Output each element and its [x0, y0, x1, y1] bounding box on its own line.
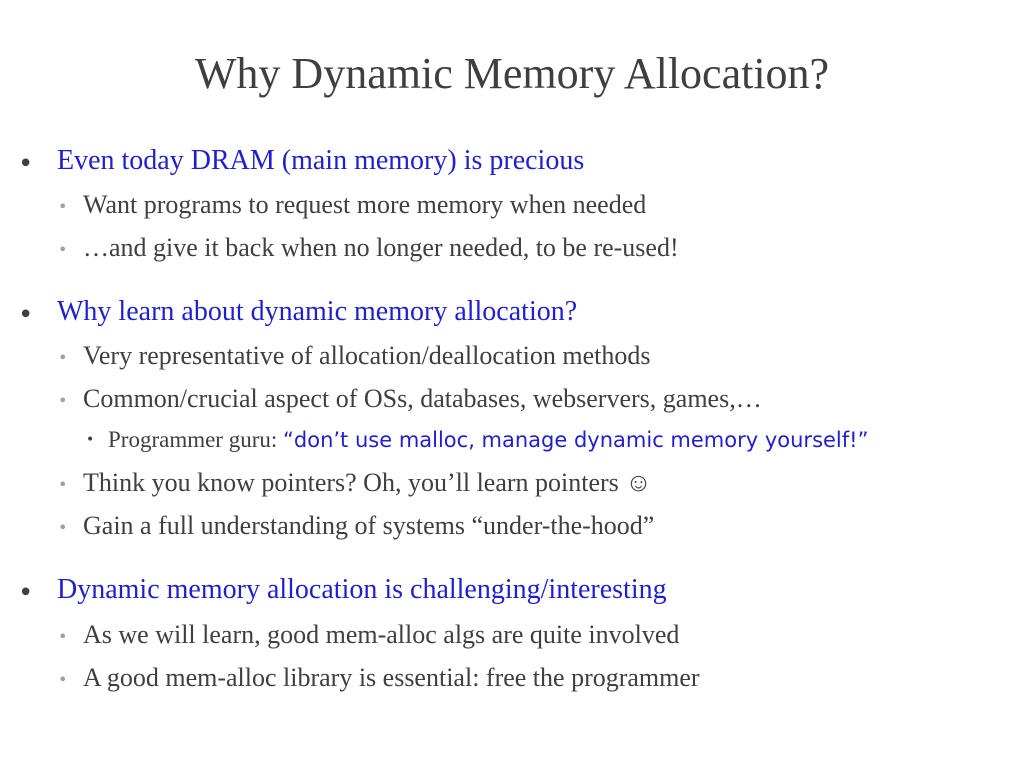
bullet-icon: •: [86, 432, 95, 448]
bullet-icon: •: [58, 670, 68, 689]
guru-quote: “don’t use malloc, manage dynamic memory yourself!”: [283, 428, 869, 452]
section-2-item-2: Common/crucial aspect of OSs, databases, webservers, games,…: [83, 384, 762, 413]
section-3-item-2: A good mem-alloc library is essential: free the programmer: [83, 663, 700, 692]
bullet-icon: •: [18, 300, 34, 330]
bullet-icon: •: [18, 149, 34, 179]
slide-title: Why Dynamic Memory Allocation?: [194, 49, 830, 98]
bullet-icon: •: [58, 475, 68, 494]
section-2-item-3: Think you know pointers? Oh, you’ll learn pointers ☺: [83, 468, 652, 497]
bullet-icon: •: [58, 518, 68, 537]
section-1-item-2: …and give it back when no longer needed, to be re-used!: [83, 233, 679, 262]
section-3-heading: Dynamic memory allocation is challenging/interesting: [57, 574, 667, 605]
bullet-icon: •: [58, 348, 68, 367]
section-1-item-1: Want programs to request more memory when needed: [83, 190, 647, 219]
bullet-icon: •: [58, 627, 68, 646]
bullet-icon: •: [58, 391, 68, 410]
bullet-icon: •: [58, 197, 68, 216]
section-2-subitem: [108, 427, 868, 453]
bullet-icon: •: [18, 578, 34, 608]
section-1-heading: Even today DRAM (main memory) is precious: [57, 145, 585, 176]
section-2-heading: Why learn about dynamic memory allocation?: [57, 296, 578, 327]
section-3-item-1: As we will learn, good mem-alloc algs are quite involved: [83, 620, 680, 649]
subitem-prefix: Programmer guru:: [108, 427, 284, 452]
bullet-icon: •: [58, 240, 68, 259]
section-2-item-4: Gain a full understanding of systems “under-the-hood”: [83, 511, 655, 540]
section-2-item-1: Very representative of allocation/deallocation methods: [83, 341, 651, 370]
